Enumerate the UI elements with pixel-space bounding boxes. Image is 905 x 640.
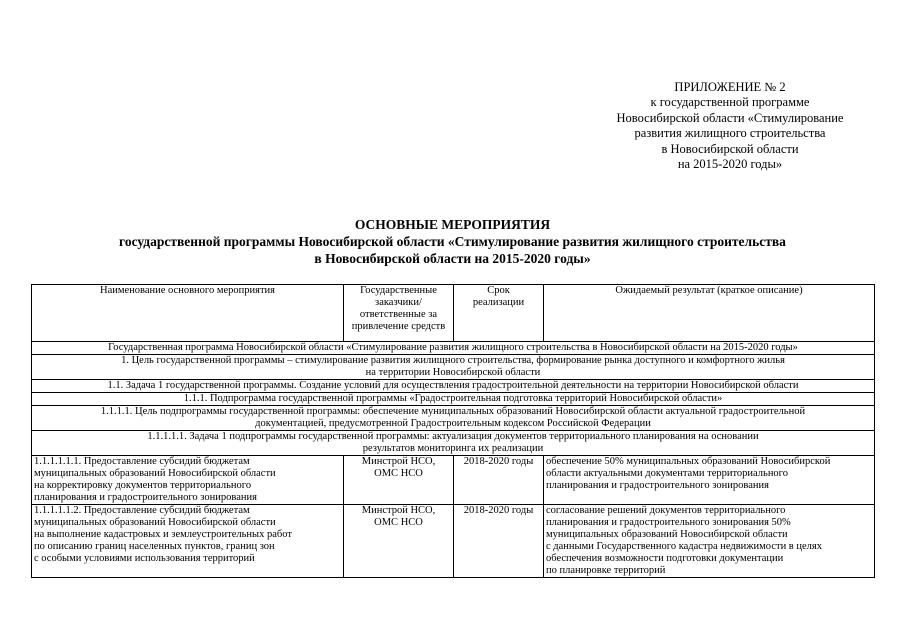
measure-name-line: муниципальных образований Новосибирской области (34, 468, 276, 479)
header-name-text: Наименование основного мероприятия (100, 285, 275, 296)
subprogram-goal-row (32, 406, 875, 431)
result-line: обеспечение 50% муниципальных образований Новосибирской (546, 456, 831, 467)
term-text: 2018-2020 годы (463, 505, 534, 516)
measure-name-cell (32, 505, 344, 578)
span-line: 1.1. Задача 1 государственной программы. Создание условий для осуществления градостроительной деятельности на территории Новосибирской области (107, 380, 799, 391)
program-cell (32, 342, 875, 355)
customers-cell (344, 505, 454, 578)
table-header-row (32, 285, 875, 342)
span-line: Государственная программа Новосибирской области «Стимулирование развития жилищного строительства в Новосибирской области на 2015-2020 годы» (108, 342, 798, 353)
span-line: документацией, предусмотренной Градостроительным кодексом Российской Федерации (255, 418, 651, 429)
header-customers-line: ответственные за (359, 309, 438, 320)
result-cell (544, 456, 875, 505)
header-term (454, 285, 544, 342)
span-line: 1.1.1. Подпрограмма государственной программы «Градостроительная подготовка территорий Новосибирской области» (183, 393, 723, 404)
span-line: 1.1.1.1. Цель подпрограммы государственной программы: обеспечение муниципальных образований Новосибирской области актуальной градостроительной (100, 406, 806, 417)
table-row (32, 505, 875, 578)
title-line: ОСНОВНЫЕ МЕРОПРИЯТИЯ (354, 217, 551, 232)
measures-table (31, 284, 875, 578)
appendix-line: на 2015-2020 годы» (677, 157, 783, 172)
appendix-line: Новосибирской области «Стимулирование (616, 110, 844, 125)
result-line: планирования и градостроительного зонирования (546, 480, 769, 491)
header-customers (344, 285, 454, 342)
customers-cell (344, 456, 454, 505)
measure-name-line: планирования и градостроительного зонирования (34, 492, 257, 503)
result-line: планирования и градостроительного зонирования 50% (546, 517, 791, 528)
program-row (32, 342, 875, 355)
subprogram-goal-cell (32, 406, 875, 431)
result-line: согласование решений документов территориального (546, 505, 786, 516)
customers-line: ОМС НСО (374, 517, 423, 528)
task-cell (32, 380, 875, 393)
header-customers-line: привлечение средств (351, 321, 446, 332)
measure-name-line: на корректировку документов территориального (34, 480, 252, 491)
appendix-block (560, 80, 900, 172)
header-term-line: Срок (487, 285, 510, 296)
document-title (0, 216, 905, 267)
measure-name-line: 1.1.1.1.1.1. Предоставление субсидий бюджетам (34, 456, 250, 467)
header-customers-line: заказчики/ (375, 297, 422, 308)
customers-line: ОМС НСО (374, 468, 423, 479)
customers-line: Минстрой НСО, (361, 505, 436, 516)
appendix-line: к государственной программе (650, 95, 810, 110)
span-line: 1.1.1.1.1. Задача 1 подпрограммы государственной программы: актуализация документов территориального планирования на основании (147, 431, 759, 442)
measure-name-line: по описанию границ населенных пунктов, границ зон (34, 541, 275, 552)
task-row (32, 380, 875, 393)
customers-line: Минстрой НСО, (361, 456, 436, 467)
header-name (32, 285, 344, 342)
appendix-line: развития жилищного строительства (634, 126, 826, 141)
result-cell (544, 505, 875, 578)
subprogram-row (32, 393, 875, 406)
appendix-line: ПРИЛОЖЕНИЕ № 2 (674, 80, 786, 94)
appendix-line: в Новосибирской области (661, 141, 799, 156)
result-line: с данными Государственного кадастра недвижимости в целях (546, 541, 822, 552)
measure-name-line: с особыми условиями использования территорий (34, 553, 255, 564)
span-line: результатов мониторинга их реализации (362, 443, 544, 454)
measure-name-cell (32, 456, 344, 505)
result-line: области актуальными документами территориального (546, 468, 788, 479)
goal-cell (32, 355, 875, 380)
header-result-text: Ожидаемый результат (краткое описание) (615, 285, 803, 296)
subprogram-task-row (32, 431, 875, 456)
title-line: в Новосибирской области на 2015-2020 годы» (314, 251, 591, 266)
header-term-line: реализации (472, 297, 525, 308)
result-line: обеспечения возможности подготовки документации (546, 553, 784, 564)
title-line: государственной программы Новосибирской области «Стимулирование развития жилищного строительства (119, 234, 786, 249)
measure-name-line: муниципальных образований Новосибирской области (34, 517, 276, 528)
measure-name-line: 1.1.1.1.1.2. Предоставление субсидий бюджетам (34, 505, 250, 516)
measure-name-line: на выполнение кадастровых и землеустроительных работ (34, 529, 292, 540)
subprogram-task-cell (32, 431, 875, 456)
subprogram-cell (32, 393, 875, 406)
result-line: по планировке территорий (546, 565, 666, 576)
goal-row (32, 355, 875, 380)
span-line: на территории Новосибирской области (365, 367, 541, 378)
term-text: 2018-2020 годы (463, 456, 534, 467)
header-result (544, 285, 875, 342)
term-cell (454, 456, 544, 505)
header-customers-line: Государственные (360, 285, 437, 296)
span-line: 1. Цель государственной программы – стимулирование развития жилищного строительства, формирование рынка доступного и комфортного жилья (121, 355, 785, 366)
table-row (32, 456, 875, 505)
result-line: муниципальных образований Новосибирской области (546, 529, 788, 540)
term-cell (454, 505, 544, 578)
